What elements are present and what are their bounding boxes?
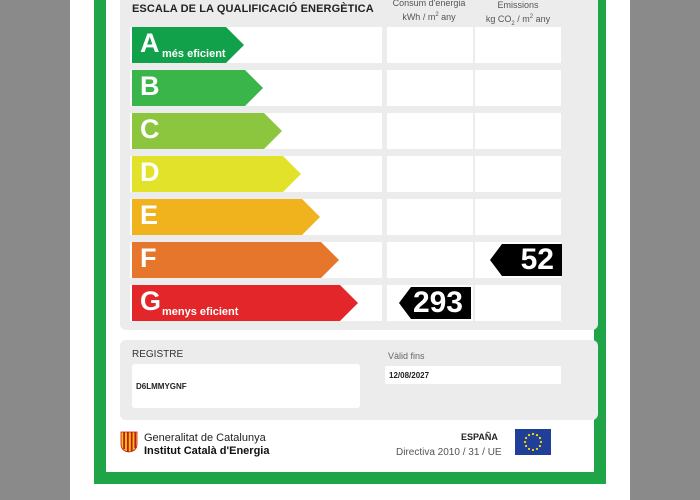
class-letter: G — [140, 286, 162, 316]
consumption-unit-post: any — [438, 12, 456, 22]
class-arrow-a — [132, 27, 244, 63]
valid-until-box — [385, 366, 561, 384]
eu-star-icon — [536, 448, 538, 450]
eu-star-icon — [539, 445, 541, 447]
class-arrow-b — [132, 70, 263, 106]
eu-flag-icon — [515, 429, 551, 455]
consumption-cell — [387, 113, 473, 149]
class-arrow-e — [132, 199, 320, 235]
rating-scale-panel — [120, 0, 598, 330]
consumption-unit-pre: kWh / m — [402, 12, 436, 22]
footer — [120, 426, 598, 466]
emissions-rating-value: 52 — [520, 243, 554, 276]
scale-title: ESCALA DE LA QUALIFICACIÓ ENERGÈTICA — [132, 3, 374, 15]
consumption-cell — [387, 242, 473, 278]
eu-star-icon — [524, 441, 526, 443]
emissions-header — [474, 0, 562, 30]
generalitat-logo-icon — [120, 431, 138, 453]
class-caption: menys eficient — [162, 306, 239, 318]
eu-star-icon — [532, 449, 534, 451]
registry-value: D6LMMYGNF — [136, 382, 187, 391]
emissions-cell — [475, 27, 561, 63]
registry-box — [132, 364, 360, 408]
class-letter: A — [140, 28, 160, 58]
eu-star-icon — [536, 434, 538, 436]
class-letter: C — [140, 114, 160, 144]
eu-star-icon — [525, 437, 527, 439]
registry-panel — [120, 340, 598, 420]
certificate-page — [70, 0, 630, 500]
emissions-unit-sup: 2 — [529, 14, 534, 20]
class-arrow-g — [132, 285, 358, 321]
emissions-unit-post: any — [533, 14, 551, 24]
registry-label: REGISTRE — [132, 349, 184, 360]
consumption-rating-value: 293 — [412, 286, 463, 319]
consumption-cell — [387, 27, 473, 63]
emissions-cell — [475, 199, 561, 235]
institute-name: Institut Català d'Energia — [144, 445, 270, 457]
class-arrow-shape — [132, 199, 320, 235]
valid-until-label: Vàlid fins — [388, 351, 425, 361]
class-letter: F — [140, 243, 157, 273]
consumption-cell — [387, 70, 473, 106]
class-arrow-d — [132, 156, 301, 192]
emissions-cell — [475, 156, 561, 192]
country-label: ESPAÑA — [461, 432, 498, 442]
eu-star-icon — [532, 433, 534, 435]
class-arrow-f — [132, 242, 339, 278]
consumption-cell — [387, 199, 473, 235]
eu-star-icon — [540, 441, 542, 443]
consumption-unit — [386, 9, 472, 23]
generalitat-name: Generalitat de Catalunya — [144, 432, 266, 444]
eu-star-icon — [528, 434, 530, 436]
emissions-unit-mid: / m — [514, 14, 530, 24]
class-arrow-shape — [132, 242, 339, 278]
consumption-unit-sup: 2 — [435, 12, 439, 18]
emissions-cell — [475, 113, 561, 149]
eu-star-icon — [525, 445, 527, 447]
emissions-title: Emissions — [497, 0, 539, 10]
green-frame — [94, 0, 606, 484]
class-letter: B — [140, 71, 160, 101]
emissions-rating — [490, 244, 562, 276]
class-letter: E — [140, 200, 159, 230]
valid-until-value: 12/08/2027 — [389, 371, 430, 380]
eu-star-icon — [539, 437, 541, 439]
class-caption: més eficient — [162, 48, 226, 60]
consumption-title: Consum d'energia — [392, 0, 466, 8]
directive-label: Directiva 2010 / 31 / UE — [396, 447, 502, 458]
emissions-cell — [475, 285, 561, 321]
consumption-header — [386, 0, 472, 23]
emissions-unit-pre: kg CO — [485, 14, 512, 24]
consumption-cell — [387, 156, 473, 192]
consumption-rating — [399, 287, 471, 319]
emissions-cell — [475, 70, 561, 106]
class-letter: D — [140, 157, 160, 187]
emissions-unit-sub: 2 — [511, 20, 515, 27]
eu-star-icon — [528, 448, 530, 450]
class-arrow-c — [132, 113, 282, 149]
